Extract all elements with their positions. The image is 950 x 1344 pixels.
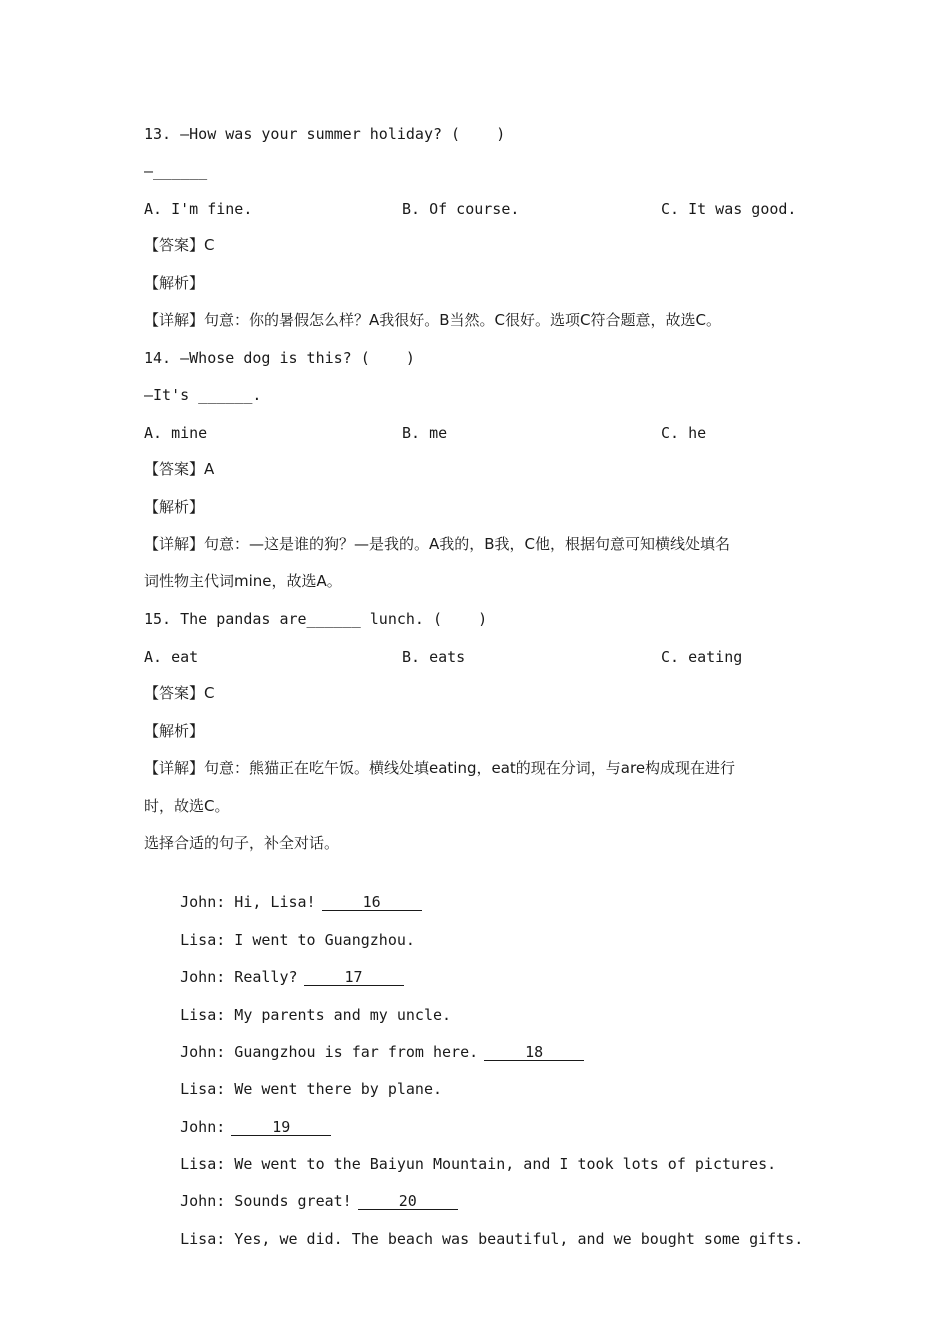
dialogue-blank-18: 18 — [484, 1044, 584, 1061]
dialogue-blank-17: 17 — [304, 969, 404, 986]
q13-analysis-label: 【解析】 — [144, 274, 205, 292]
q13-option-c: C. It was good. — [661, 200, 797, 218]
q15-option-c: C. eating — [661, 648, 743, 666]
q14-question: 14. —Whose dog is this? ( ) — [144, 349, 415, 367]
q13-option-a: A. I'm fine. — [144, 200, 253, 218]
q15-question: 15. The pandas are______ lunch. ( ) — [144, 610, 488, 628]
dialogue-line-text: Lisa: I went to Guangzhou. — [180, 931, 415, 949]
dialogue-line — [144, 1206, 803, 1272]
q14-detail-line-2: 词性物主代词mine，故选A。 — [144, 572, 342, 590]
dialogue-blank-19: 19 — [231, 1119, 331, 1136]
q14-answer: 【答案】A — [144, 460, 215, 478]
q13-blank-line: —______ — [144, 162, 208, 180]
q13-question: 13. —How was your summer holiday? ( ) — [144, 125, 506, 143]
dialogue-line-text: John: Hi, Lisa! — [180, 893, 316, 911]
q14-option-b: B. me — [402, 424, 448, 442]
dialogue-line-text: John: Really? — [180, 968, 298, 986]
q13-option-b: B. Of course. — [402, 200, 520, 218]
q14-response: —It's ______. — [144, 386, 262, 404]
dialogue-line-text: Lisa: Yes, we did. The beach was beautiful, and we bought some gifts. — [180, 1230, 804, 1248]
dialogue-line-text: Lisa: My parents and my uncle. — [180, 1006, 452, 1024]
dialogue-line-text: John: Guangzhou is far from here. — [180, 1043, 479, 1061]
q15-analysis-label: 【解析】 — [144, 722, 205, 740]
q13-detail: 【详解】句意：你的暑假怎么样？A我很好。B当然。C很好。选项C符合题意，故选C。 — [144, 311, 721, 329]
dialogue-line-text: Lisa: We went there by plane. — [180, 1080, 443, 1098]
q15-detail-line-1: 【详解】句意：熊猫正在吃午饭。横线处填eating，eat的现在分词，与are构成现在进行 — [144, 759, 736, 777]
dialogue-line-text: Lisa: We went to the Baiyun Mountain, and I took lots of pictures. — [180, 1155, 777, 1173]
dialogue-line-text: John: Sounds great! — [180, 1192, 352, 1210]
q14-option-c: C. he — [661, 424, 707, 442]
q14-analysis-label: 【解析】 — [144, 498, 205, 516]
dialogue-blank-16: 16 — [322, 894, 422, 911]
dialogue-blank-20: 20 — [358, 1193, 458, 1210]
q15-option-b: B. eats — [402, 648, 466, 666]
q15-option-a: A. eat — [144, 648, 199, 666]
q14-detail-line-1: 【详解】句意：—这是谁的狗？—是我的。A我的，B我，C他，根据句意可知横线处填名 — [144, 535, 731, 553]
q13-answer: 【答案】C — [144, 236, 215, 254]
q15-detail-line-2: 时，故选C。 — [144, 797, 230, 815]
dialogue-instruction: 选择合适的句子，补全对话。 — [144, 834, 340, 852]
dialogue-line-text: John: — [180, 1118, 226, 1136]
q15-answer: 【答案】C — [144, 684, 215, 702]
q14-option-a: A. mine — [144, 424, 208, 442]
